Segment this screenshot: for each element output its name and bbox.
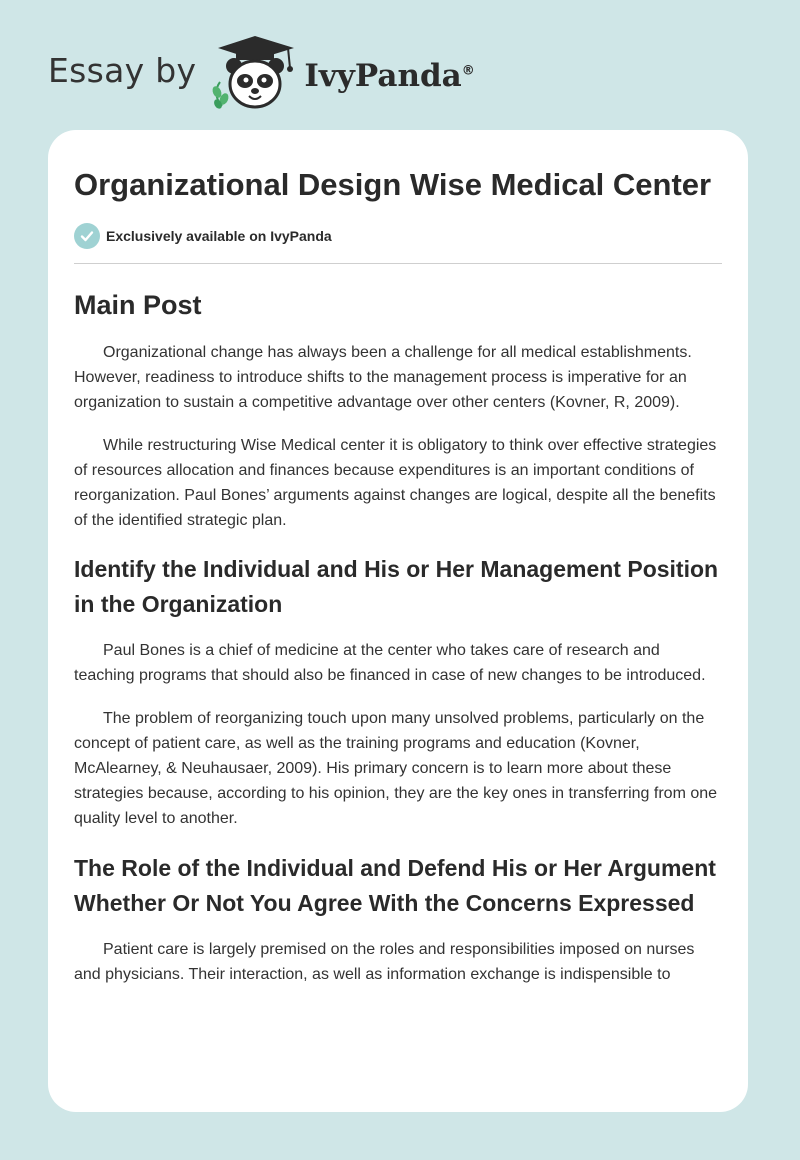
essay-title: Organizational Design Wise Medical Center [74, 167, 712, 202]
title-divider [74, 263, 722, 264]
check-circle-icon [74, 223, 100, 249]
brand-name-text: IvyPanda [304, 58, 462, 94]
registered-mark: ® [461, 63, 475, 79]
essay-content [74, 164, 724, 987]
panda-graduate-logo-icon[interactable] [210, 34, 300, 114]
paragraph: Organizational change has always been a challenge for all medical establishments. However, readiness to introduce shifts to the management process is imperative for an organization to sustain a competitive advantage over other centers (Kovner, R, 2009). [74, 344, 692, 411]
exclusive-badge [74, 223, 724, 249]
exclusive-badge-text: Exclusively available on IvyPanda [106, 228, 332, 244]
paragraph: The problem of reorganizing touch upon many unsolved problems, particularly on the concept of patient care, as well as the training programs and education (Kovner, McAlearney, & Neuhausaer, 2009). His primary concern is to learn more about these strategies because, according to his opinion, they are the key ones in transferring from one quality level to another. [74, 710, 718, 827]
site-header [48, 34, 475, 114]
section-heading-role-of-individual: The Role of the Individual and Defend His or Her Argument Whether Or Not You Agree With the Concerns Expressed [74, 855, 716, 916]
section-heading-identify-individual: Identify the Individual and His or Her Management Position in the Organization [74, 556, 719, 617]
brand-name[interactable] [304, 58, 474, 94]
paragraph: Patient care is largely premised on the roles and responsibilities imposed on nurses and physicians. Their interaction, as well as information exchange is indispensible to [74, 941, 695, 983]
essay-by-label: Essay by [48, 50, 197, 90]
section-heading-main-post: Main Post [74, 290, 202, 320]
essay-card [48, 130, 748, 1112]
paragraph: Paul Bones is a chief of medicine at the center who takes care of research and teaching programs that should also be financed in case of new changes to be introduced. [74, 642, 706, 684]
paragraph: While restructuring Wise Medical center it is obligatory to think over effective strategies of resources allocation and finances because expenditures is an important conditions of reorganization. Paul Bones’ arguments against changes are logical, despite all the benefits of the identified strategic plan. [74, 437, 717, 529]
